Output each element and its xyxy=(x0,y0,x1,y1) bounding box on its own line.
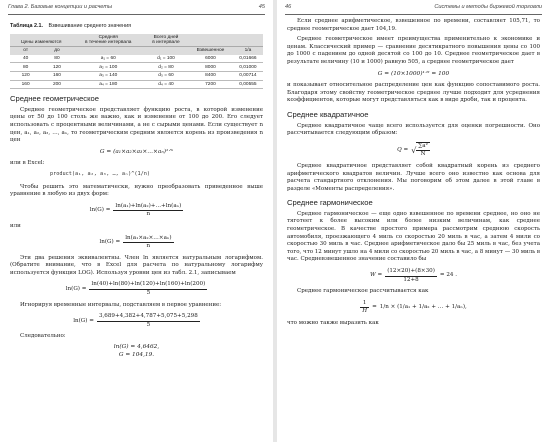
log-formula-4: ln(G) = $\frac{3,689+4,382+4,787+5,075+5,298}{5}$ xyxy=(73,313,198,328)
table-row: 160 200 a₄ = 180 d₄ = 40 7200 0,00555 xyxy=(10,80,263,89)
col-from: от xyxy=(10,47,41,55)
right-content xyxy=(287,18,540,331)
left-header-rule xyxy=(8,14,265,15)
quadratic-mean-heading: Среднее квадратичное xyxy=(287,109,369,119)
col-range: Цены изменяются xyxy=(10,34,73,47)
paragraph: Игнорируя временные интервалы, подставляем в первое уравнение: xyxy=(20,301,222,308)
col-mean: Средняя в течение интервала xyxy=(73,34,144,47)
log-formula-2: ln(G) = $\frac{\text{ln(a₁×a₂×…×aₙ)}}{n}$ xyxy=(99,234,172,250)
table-row: 80 120 a₂ = 100 d₂ = 80 8000 0,01000 xyxy=(10,63,263,72)
quadratic-formula: Q = √ $\frac{\text{∑a²}}{N}$ xyxy=(397,142,428,158)
weighting-table xyxy=(10,34,263,90)
right-header-rule xyxy=(285,14,542,15)
left-content xyxy=(10,18,263,359)
table-row: 120 160 a₃ = 140 d₃ = 60 8400 0,00714 xyxy=(10,72,263,81)
result-line-2: G = 104,19. xyxy=(118,351,155,358)
harmonic-formula: $\frac{1}{H}$ = 1/n × (1/a₁ + 1/a₂ + … + 1/aₙ), xyxy=(362,299,467,315)
left-page-number: 45 xyxy=(258,4,265,10)
right-page-number: 46 xyxy=(285,4,292,10)
paragraph: Если среднее арифметическое, взвешенное по времени, составляет 105,71, то среднее геометрическое дает 104,19. xyxy=(287,18,540,32)
left-chapter-title: Глава 2. Базовые концепции и расчеты xyxy=(8,4,113,10)
paragraph: Среднее геометрическое представляет функцию роста, в которой изменение цены от 50 до 100 столь же важно, как и изменение от 100 до 200. Его следует использовать с процентными величинами, а не с сырыми ценами. Если существует n цен, a₁, a₂, a₃, …, aₙ, то геометрическим средним является корень из произведения n цен xyxy=(10,106,263,144)
left-page xyxy=(0,0,273,442)
col-to: до xyxy=(41,47,72,55)
paragraph: Среднее геометрическое имеет преимущества применительно к экономике и ценам. Классический пример — сравнение десятикратного повышения цены со 100 до 1000 с падением до одной десятой со 100 до 10. Среднее геометрическое дает в результате величину (10 и 1000) равную 505, а среднее геометрическое дает xyxy=(287,36,540,65)
paragraph: Эти два решения эквивалентны. Член ln является натуральным логарифмом. (Обратите внимание, что в Excel для расчета по натуральному логарифму используется функция LOG). Используя уровни цен из табл. 2.1, записываем xyxy=(10,254,263,276)
geometric-mean-heading: Среднее геометрическое xyxy=(10,94,99,104)
table-title: Взвешивание среднего значения xyxy=(48,23,132,29)
col-weighted: Взвешенное xyxy=(188,47,233,55)
paragraph: или в Excel: xyxy=(10,160,45,167)
table-row: 40 80 a₁ = 60 d₁ = 100 6000 0,01666 xyxy=(10,55,263,63)
right-running-header xyxy=(285,4,542,14)
paragraph: Среднее квадратичное чаще всего используется для оценки погрешности. Оно рассчитывается следующим образом: xyxy=(287,122,540,137)
right-chapter-title: Системы и методы биржевой торговли xyxy=(434,4,542,10)
paragraph: Чтобы решить это математически, нужно преобразовать приведенное выше уравнение в любую из двух форм: xyxy=(10,183,263,198)
left-running-header xyxy=(8,4,265,14)
geometric-formula: G = (a₁×a₂×a₃×…×aₙ)¹ᐟⁿ xyxy=(99,148,174,155)
harmonic-mean-heading: Среднее гармоническое xyxy=(287,198,373,208)
paragraph: Среднее гармоническое — еще одно взвешенное по времени среднее, но оно не тяготеет к более высоким или более низким величинам, как среднее геометрическое. В качестве простого примера рассмотрим среднюю скорость автомобиля, проезжающего 4 миль со скоростью 20 миль в час, а затем 4 мили со скоростью 30 миль в час. Среднее арифметическое дало бы 25 миль в час, без учета того, что 12 минут ушло на 4 мили со скоростью 20 миль в час, а 8 минут — 30 миль в час. Средневзвешенное значение составило бы xyxy=(287,210,540,263)
paragraph: Среднее квадратичное представляет собой квадратный корень из среднего арифметического квадратов величин. Лучше всего оно известно как основа для расчета стандартного отклонения. Мы поговорим об этом далее в этой главе в разделе «Моменты распределения». xyxy=(287,162,540,192)
weighted-formula: W = $\frac{(12\times 20)+(8\times 30)}{12+8}$ = 24 . xyxy=(369,268,458,283)
paragraph: Среднее гармоническое рассчитывается как xyxy=(297,288,429,295)
result-line-1: ln(G) = 4,6462, xyxy=(113,344,160,351)
table-label: Таблица 2.1. xyxy=(10,23,43,29)
paragraph: что можно также выразить как xyxy=(287,320,379,326)
col-days: Всего дней в интервале xyxy=(144,34,188,47)
log-formula-1: ln(G) = $\frac{\text{ln(a₁)+ln(a₂)+…+ln(aₙ)}}{n}$ xyxy=(89,202,182,218)
log-formula-3: ln(G) = $\frac{\ln(40)+\ln(80)+\ln(120)+\ln(160)+\ln(200)}{5}$ xyxy=(65,281,206,297)
paragraph: Следовательно: xyxy=(20,333,66,340)
excel-code: product(a₁, a₂, a₃, …, aₙ)^(1/n) xyxy=(50,170,150,177)
g-formula: G = (10×1000)¹ᐟ² = 100 xyxy=(377,70,450,77)
paragraph: и показывает относительное распределение цен как функцию сопоставимого роста. Благодаря этому свойству геометрическое среднее лучше подходит для усреднения коэффициентов, которые могут представляться как в виде дроби, так и процента. xyxy=(287,82,540,104)
table-caption xyxy=(10,23,263,31)
col-inverse: 1/a xyxy=(233,47,263,55)
paragraph: или xyxy=(10,222,21,229)
right-page xyxy=(277,0,550,442)
